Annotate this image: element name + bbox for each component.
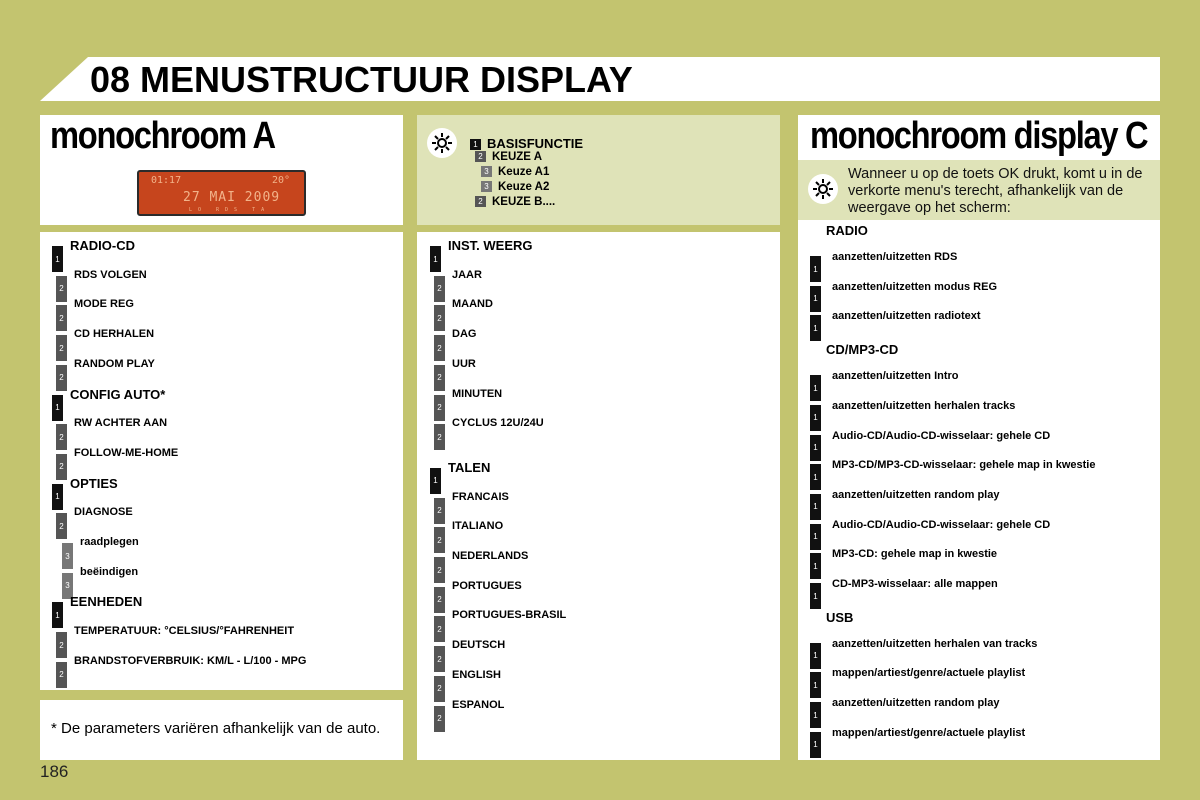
level-badge: 1	[810, 672, 821, 698]
menu-item-label: Audio-CD/Audio-CD-wisselaar: gehele CD	[832, 518, 1051, 531]
menu-item-label: PORTUGUES-BRASIL	[452, 609, 567, 622]
menu-item-label: OPTIES	[70, 475, 118, 491]
level-badge: 2	[434, 335, 445, 361]
menu-item-label: FOLLOW-ME-HOME	[74, 446, 179, 459]
menu-item-label: CYCLUS 12U/24U	[452, 417, 544, 430]
legend-panel	[417, 115, 780, 225]
level-badge: 2	[434, 706, 445, 732]
menu-item-label: INST. WEERG	[448, 238, 533, 253]
level-badge: 3	[481, 166, 492, 177]
menu-item-label: aanzetten/uitzetten random play	[832, 697, 1000, 710]
level-badge: 1	[810, 256, 821, 282]
level-badge: 1	[810, 583, 821, 609]
menu-item-label: TALEN	[448, 459, 491, 475]
menu-item-label: MP3-CD: gehele map in kwestie	[832, 548, 998, 561]
menu-item-label: CONFIG AUTO*	[70, 386, 166, 402]
legend-row	[481, 166, 549, 178]
level-badge: 2	[56, 335, 67, 361]
legend-label: Keuze A1	[498, 166, 550, 178]
level-badge: 1	[810, 553, 821, 579]
legend-label: KEUZE B....	[492, 196, 556, 208]
menu-item-label: Audio-CD/Audio-CD-wisselaar: gehele CD	[832, 429, 1051, 442]
level-badge: 1	[810, 732, 821, 758]
menu-item-label: ITALIANO	[452, 520, 504, 533]
menu-item-label: DEUTSCH	[452, 639, 506, 652]
level-badge: 2	[56, 276, 67, 302]
level-badge: 2	[434, 395, 445, 421]
legend-row	[475, 196, 555, 208]
level-badge: 2	[434, 498, 445, 524]
menu-item-label: BRANDSTOFVERBRUIK: KM/L - L/100 - MPG	[74, 654, 307, 667]
level-badge: 1	[810, 286, 821, 312]
menu-item-label: RADIO-CD	[70, 238, 135, 253]
legend-row	[481, 181, 549, 193]
menu-item-label: aanzetten/uitzetten radiotext	[832, 310, 981, 323]
level-badge: 2	[434, 646, 445, 672]
menu-item-label: CD-MP3-wisselaar: alle mappen	[832, 578, 998, 590]
footnote: * De parameters variëren afhankelijk van de auto.	[51, 720, 381, 737]
level-badge: 1	[52, 395, 63, 421]
level-badge: 2	[434, 616, 445, 642]
menu-item-label: EENHEDEN	[70, 594, 143, 610]
menu-item-label: aanzetten/uitzetten modus REG	[832, 280, 998, 293]
menu-item-label: beëindigen	[80, 565, 139, 578]
level-badge: 1	[470, 139, 481, 150]
level-badge: 2	[56, 424, 67, 450]
panel-c-heading: monochroom display C	[810, 115, 1148, 157]
menu-item-label: aanzetten/uitzetten RDS	[832, 251, 958, 263]
level-badge: 2	[56, 513, 67, 539]
menu-item-label: MINUTEN	[452, 387, 503, 400]
sun-icon	[427, 128, 457, 158]
level-badge: 2	[56, 454, 67, 480]
menu-item-label: ESPANOL	[452, 698, 505, 711]
level-badge: 1	[810, 524, 821, 550]
menu-item-label: aanzetten/uitzetten herhalen van tracks	[832, 637, 1038, 650]
level-badge: 1	[52, 602, 63, 628]
menu-item-label: DIAGNOSE	[74, 506, 133, 519]
level-badge: 2	[56, 305, 67, 331]
lcd-time: 01:17	[151, 175, 182, 186]
level-badge: 2	[434, 676, 445, 702]
level-badge: 1	[810, 494, 821, 520]
menu-item-label: RDS VOLGEN	[74, 268, 147, 281]
level-badge: 1	[52, 484, 63, 510]
panel-a-heading: monochroom A	[50, 115, 275, 157]
level-badge: 1	[52, 246, 63, 272]
level-badge: 2	[434, 587, 445, 613]
level-badge: 2	[475, 151, 486, 162]
lcd-date: 27 MAI 2009	[183, 190, 281, 205]
legend-label: BASISFUNCTIE	[487, 136, 584, 151]
menu-item-label: aanzetten/uitzetten herhalen tracks	[832, 399, 1016, 412]
lcd-indicators: LO RDS TA	[189, 207, 271, 213]
menu-item-label: JAAR	[452, 268, 482, 281]
level-badge: 3	[481, 181, 492, 192]
level-badge: 1	[810, 435, 821, 461]
level-badge: 2	[434, 557, 445, 583]
menu-item-label: aanzetten/uitzetten random play	[832, 488, 1000, 501]
menu-item-label: DAG	[452, 328, 477, 341]
menu-item-label: UUR	[452, 357, 476, 370]
level-badge: 2	[434, 424, 445, 450]
menu-item-label: NEDERLANDS	[452, 550, 529, 562]
level-badge: 1	[810, 375, 821, 401]
section-title: CD/MP3-CD	[826, 342, 899, 358]
menu-item-label: MODE REG	[74, 298, 134, 311]
menu-item-label: raadplegen	[80, 536, 139, 548]
level-badge: 1	[810, 405, 821, 431]
level-badge: 2	[434, 365, 445, 391]
legend-row	[470, 136, 583, 151]
menu-item-label: RANDOM PLAY	[74, 357, 155, 370]
menu-item-label: MAAND	[452, 298, 493, 311]
page-title: 08 MENUSTRUCTUUR DISPLAY	[90, 59, 633, 100]
level-badge: 1	[430, 468, 441, 494]
legend-label: Keuze A2	[498, 181, 550, 193]
level-badge: 2	[434, 305, 445, 331]
level-badge: 2	[434, 527, 445, 553]
section-title: USB	[826, 609, 854, 625]
level-badge: 2	[56, 632, 67, 658]
menu-item-label: MP3-CD/MP3-CD-wisselaar: gehele map in kwestie	[832, 459, 1096, 472]
menu-item-label: TEMPERATUUR: °CELSIUS/°FAHRENHEIT	[74, 625, 295, 638]
level-badge: 1	[810, 315, 821, 341]
level-badge: 2	[475, 196, 486, 207]
menu-item-label: mappen/artiest/genre/actuele playlist	[832, 726, 1026, 739]
menu-item-label: ENGLISH	[452, 668, 501, 681]
menu-item-label: FRANCAIS	[452, 490, 509, 503]
level-badge: 2	[56, 662, 67, 688]
legend-label: KEUZE A	[492, 151, 543, 163]
menu-item-label: PORTUGUES	[452, 579, 522, 592]
menu-item-label: aanzetten/uitzetten Intro	[832, 370, 959, 383]
lcd-temp: 20°	[271, 175, 290, 186]
level-badge: 1	[810, 464, 821, 490]
page-number: 186	[40, 762, 69, 781]
level-badge: 1	[810, 702, 821, 728]
section-title: RADIO	[826, 223, 868, 238]
panel-c-info: Wanneer u op de toets OK drukt, komt u in de verkorte menu's terecht, afhankelijk van de weergave op het scherm:	[848, 166, 1143, 216]
sun-icon	[808, 174, 838, 204]
level-badge: 3	[62, 543, 73, 569]
lcd-display	[137, 170, 306, 216]
level-badge: 3	[62, 573, 73, 599]
menu-item-label: RW ACHTER AAN	[74, 417, 168, 430]
level-badge: 2	[434, 276, 445, 302]
menu-item-label: CD HERHALEN	[74, 328, 155, 341]
level-badge: 1	[430, 246, 441, 272]
menu-item-label: mappen/artiest/genre/actuele playlist	[832, 667, 1026, 680]
level-badge: 1	[810, 643, 821, 669]
legend-row	[475, 151, 542, 163]
level-badge: 2	[56, 365, 67, 391]
